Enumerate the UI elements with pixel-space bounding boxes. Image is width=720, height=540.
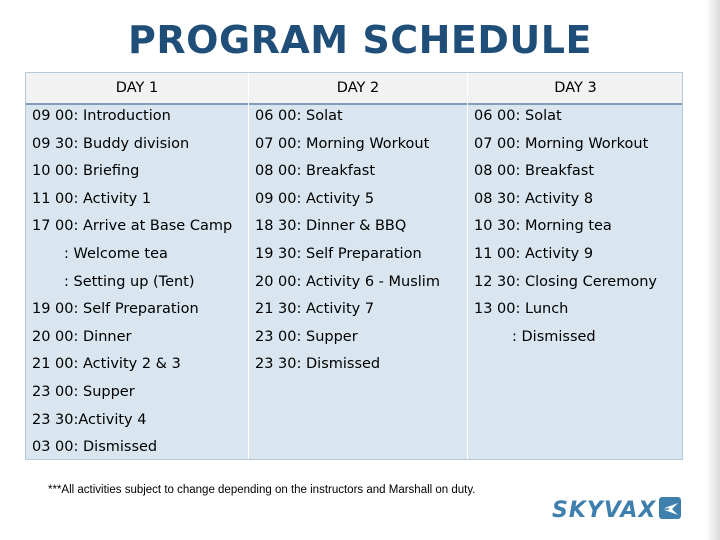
schedule-row: 23 00: Supper [255,328,358,345]
schedule-row: 20 00: Dinner [32,328,132,345]
schedule-row: 09 00: Introduction [32,108,171,124]
schedule-row: 20 00: Activity 6 - Muslim [255,273,440,290]
schedule-row: 18 30: Dinner & BBQ [255,218,407,235]
day-2-rows [249,103,467,379]
day-2-header: DAY 2 [336,80,380,96]
schedule-row: 09 30: Buddy division [32,135,190,152]
schedule-row: 11 00: Activity 1 [32,190,152,207]
disclaimer-note: ***All activities subject to change depending on the instructors and Marshall on duty. [48,484,476,496]
schedule-row: 13 00: Lunch [474,301,569,318]
schedule-row: 08 30: Activity 8 [474,190,594,207]
schedule-row: 08 00: Breakfast [474,163,595,180]
schedule-row: 07 00: Morning Workout [474,135,649,152]
day-3-column [467,73,683,459]
schedule-row: 23 30: Dismissed [255,356,381,373]
schedule-row: 08 00: Breakfast [255,163,376,180]
day-3-rows [468,103,683,351]
schedule-row: 06 00: Solat [474,108,562,124]
schedule-row: 21 30: Activity 7 [255,301,375,318]
schedule-table [25,72,683,460]
skyvax-logo [552,496,681,524]
schedule-row: 12 30: Closing Ceremony [474,273,657,290]
day-2-column [248,73,467,459]
schedule-row: 11 00: Activity 9 [474,245,594,262]
page-title: PROGRAM SCHEDULE [128,18,592,62]
day-1-rows [26,103,248,462]
schedule-row: 23 00: Supper [32,383,135,400]
schedule-row: 17 00: Arrive at Base Camp [32,218,233,235]
day-1-column [26,73,248,459]
schedule-row: : Welcome tea [64,245,168,262]
logo-text: SKYVAX [552,497,657,523]
schedule-row: 03 00: Dismissed [32,439,158,456]
day-3-header: DAY 3 [554,80,597,96]
schedule-row: : Setting up (Tent) [64,273,195,290]
schedule-row: 23 30:Activity 4 [32,411,147,428]
schedule-row: 21 00: Activity 2 & 3 [32,356,181,373]
schedule-row: 10 00: Briefing [32,163,140,180]
schedule-row: 09 00: Activity 5 [255,190,375,207]
schedule-row: 19 00: Self Preparation [32,301,199,318]
schedule-row: 06 00: Solat [255,108,343,124]
schedule-row: 07 00: Morning Workout [255,135,430,152]
schedule-row: : Dismissed [512,328,596,345]
day-1-header: DAY 1 [115,80,159,96]
schedule-row: 10 30: Morning tea [474,218,612,235]
schedule-row: 19 30: Self Preparation [255,245,422,262]
skyvax-plane-icon [659,497,681,523]
page-edge-shadow [706,0,720,540]
